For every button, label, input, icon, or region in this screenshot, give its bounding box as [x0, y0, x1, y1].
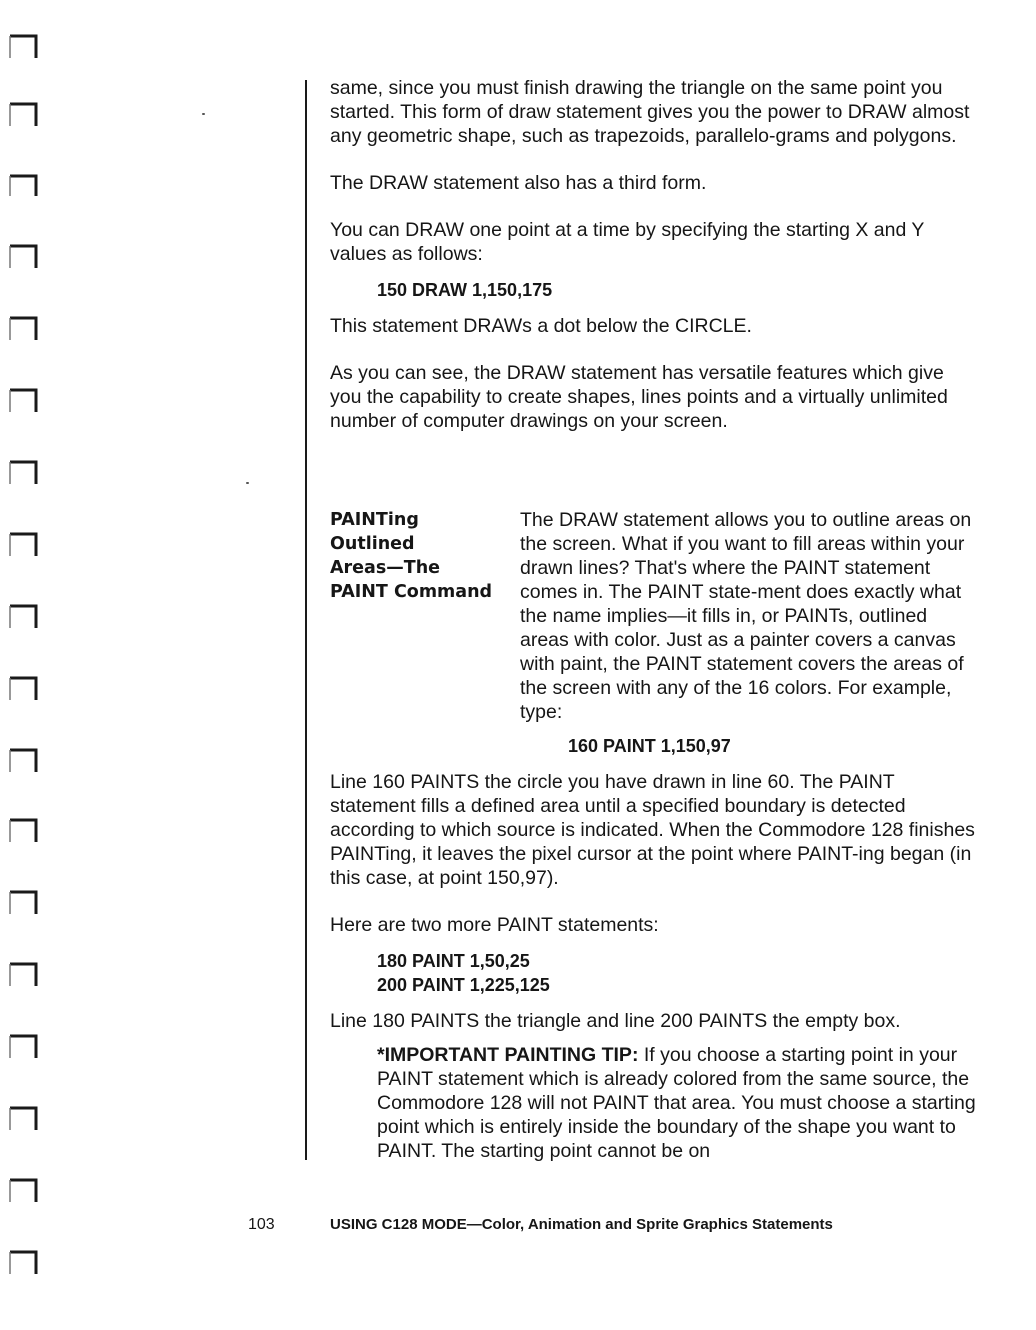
paragraph: same, since you must finish drawing the triangle on the same point you started. This form of draw statement gives you the power to DRAW almost any geometric shape, such as trapezoids, parallelo-grams and polygons. — [330, 77, 970, 147]
heading-line: Areas—The — [330, 558, 441, 578]
code-line: 150 DRAW 1,150,175 — [377, 280, 553, 300]
section-heading — [330, 508, 515, 604]
important-tip — [330, 1043, 980, 1163]
code-line: 160 PAINT 1,150,97 — [568, 736, 731, 756]
paragraph: As you can see, the DRAW statement has versatile features which give you the capability to create shapes, lines points and a virtually unlimited number of computer drawings on your screen. — [330, 362, 948, 432]
code-line: 180 PAINT 1,50,25 — [377, 951, 530, 971]
running-footer-title: USING C128 MODE—Color, Animation and Sprite Graphics Statements — [330, 1216, 833, 1233]
tip-heading: *IMPORTANT PAINTING TIP: — [377, 1044, 639, 1066]
lower-text-block — [330, 734, 980, 1163]
paragraph: Line 160 PAINTS the circle you have drawn in line 60. The PAINT statement fills a defined area until a specified boundary is detected according to which source is indicated. When the Commodore 128 finishes PAINTing, it leaves the pixel cursor at the point where PAINT-ing began (in this case, at point 150,97). — [330, 771, 975, 889]
paragraph: The DRAW statement allows you to outline areas on the screen. What if you want to fill areas within your drawn lines? That's where the PAINT statement comes in. The PAINT state-ment does exactly what the name implies—it fills in, or PAINTs, outlined areas with color. Just as a painter covers a canvas with paint, the PAINT statement covers the areas of the screen with any of the 16 colors. For example, type: — [520, 509, 972, 723]
speck — [202, 113, 205, 115]
heading-line: PAINT Command — [330, 582, 493, 602]
binding-hole-marks — [0, 0, 60, 1330]
margin-rule — [305, 80, 307, 1160]
section-body — [520, 508, 980, 724]
paragraph: Here are two more PAINT statements: — [330, 914, 659, 936]
paragraph: Line 180 PAINTS the triangle and line 200 PAINTS the empty box. — [330, 1010, 901, 1032]
paragraph: This statement DRAWs a dot below the CIRCLE. — [330, 315, 752, 337]
top-text-block — [330, 76, 980, 433]
paragraph: You can DRAW one point at a time by specifying the starting X and Y values as follows: — [330, 219, 925, 265]
code-line: 200 PAINT 1,225,125 — [377, 975, 550, 995]
paragraph: The DRAW statement also has a third form. — [330, 172, 707, 194]
tip-body: If you choose a starting point in your PAINT statement which is already colored from the same source, the Commodore 128 will not PAINT that area. You must choose a starting point which is entirely inside the boundary of the shape you want to PAINT. The starting point cannot be on — [377, 1044, 976, 1162]
page-number: 103 — [248, 1216, 275, 1233]
heading-line: PAINTing — [330, 510, 419, 530]
speck — [246, 482, 249, 484]
heading-line: Outlined — [330, 534, 415, 554]
